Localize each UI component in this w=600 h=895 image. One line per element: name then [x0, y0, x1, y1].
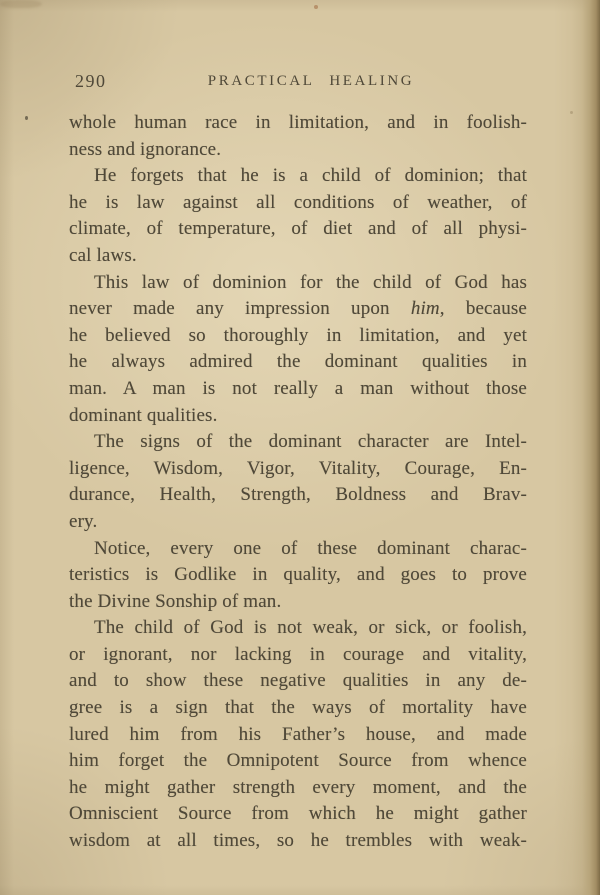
text-line: ligence, Wisdom, Vigor, Vitality, Courage, En- — [69, 457, 527, 479]
text-line: Omniscient Source from which he might gather — [69, 803, 527, 825]
text-line: The child of God is not weak, or sick, or foolish, — [94, 617, 527, 639]
text-line: dominant qualities. — [69, 404, 218, 426]
page-header — [69, 70, 527, 94]
text-segment: never made any impression upon — [69, 298, 411, 320]
paper-speck — [314, 5, 318, 9]
text-line: ery. — [69, 510, 98, 532]
text-line: he might gather strength every moment, and the — [69, 776, 527, 798]
text-line: cal laws. — [69, 244, 137, 266]
page-body — [69, 110, 527, 855]
text-line: and to show these negative qualities in any de- — [69, 670, 527, 692]
page-number: 290 — [75, 71, 107, 91]
page-edge-shadow — [554, 0, 600, 895]
text-segment: , because — [439, 298, 527, 320]
text-line: he is law against all conditions of weather, of — [69, 191, 527, 213]
running-title: PRACTICAL HEALING — [207, 73, 415, 89]
text-line: The signs of the dominant character are Intel- — [94, 431, 527, 453]
text-line — [69, 296, 527, 323]
text-line: him forget the Omnipotent Source from whence — [69, 750, 527, 772]
text-line: climate, of temperature, of diet and of all physi- — [69, 218, 527, 240]
text-line: he believed so thoroughly in limitation, and yet — [69, 324, 527, 346]
text-line: ness and ignorance. — [69, 138, 222, 160]
text-line: wisdom at all times, so he trembles with weak- — [69, 830, 527, 852]
text-line: whole human race in limitation, and in foolish- — [69, 112, 527, 133]
paper-speck — [25, 116, 28, 120]
text-line: durance, Health, Strength, Boldness and Brav- — [69, 484, 527, 506]
text-line: the Divine Sonship of man. — [69, 590, 282, 612]
text-line: He forgets that he is a child of dominion; that — [94, 165, 527, 187]
text-line: lured him from his Father’s house, and made — [69, 723, 527, 745]
text-line: gree is a sign that the ways of mortality have — [69, 697, 527, 719]
text-line: he always admired the dominant qualities in — [69, 351, 527, 373]
text-line: This law of dominion for the child of God has — [94, 271, 527, 293]
paper-smudge — [0, 0, 42, 8]
text-line: Notice, every one of these dominant charac- — [94, 537, 527, 559]
text-line: man. A man is not really a man without those — [69, 377, 527, 399]
italic-text: him — [410, 298, 440, 320]
text-line: teristics is Godlike in quality, and goes to prove — [69, 564, 527, 586]
text-line: or ignorant, nor lacking in courage and vitality, — [69, 643, 527, 665]
